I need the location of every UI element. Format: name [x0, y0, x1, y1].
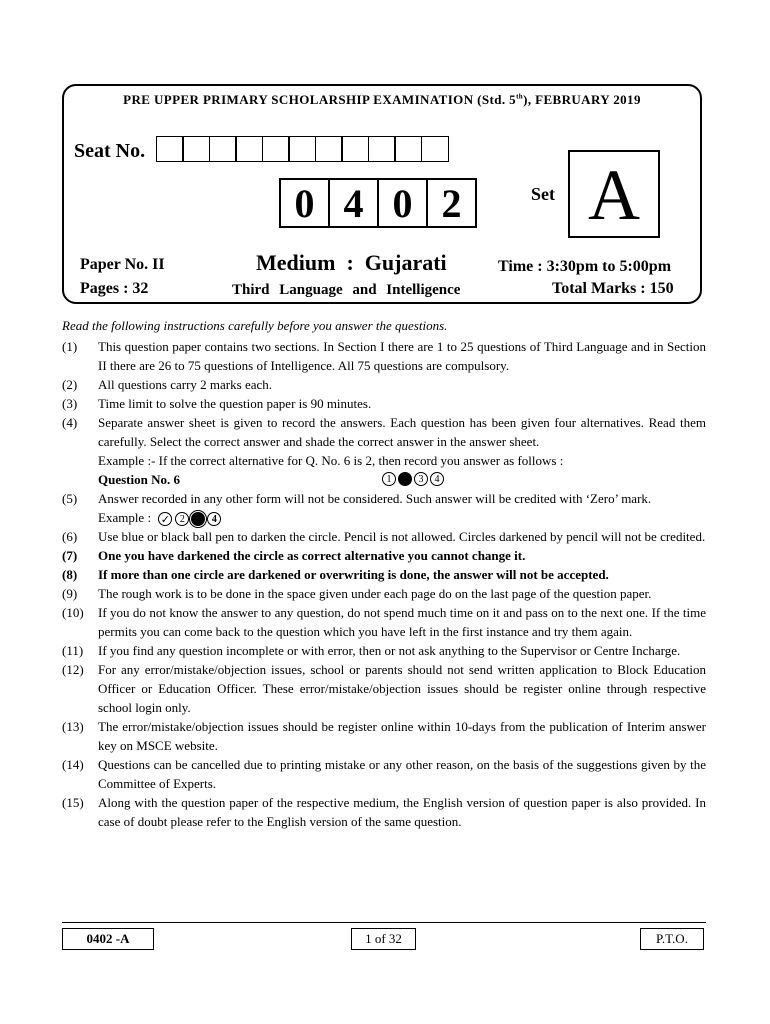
subject: Third Language and Intelligence	[232, 282, 461, 298]
instruction-item: (5) Answer recorded in any other form will not be considered. Such answer will be credited with ‘Zero’ mark. Example : ✓ 2 4	[62, 489, 706, 527]
instruction-item: (10) If you do not know the answer to any question, do not spend much time on it and pass on to the next one. If the time permits you can come back to the question which you have left in the first instance and try them again.	[62, 605, 706, 639]
instruction-item: (1) This question paper contains two sections. In Section I there are 1 to 25 questions of Third Language and in Section II there are 26 to 75 questions of Intelligence. All 75 questions are compulsory.	[62, 339, 706, 373]
seat-label: Seat No.	[74, 140, 146, 162]
wrong-answer-circles	[158, 512, 221, 526]
instruction-item: (9) The rough work is to be done in the space given under each page do on the last page of the question paper.	[62, 586, 652, 601]
instruction-item: (8) If more than one circle are darkened or overwriting is done, the answer will not be accepted.	[62, 567, 609, 582]
seat-box[interactable]	[394, 136, 422, 162]
set-label: Set	[531, 184, 555, 204]
seat-number-boxes[interactable]	[157, 136, 449, 162]
paper-code	[281, 178, 477, 228]
seat-box[interactable]	[315, 136, 343, 162]
example-line: Example :- If the correct alternative for Q. No. 6 is 2, then record you answer as follows :	[98, 453, 564, 468]
instruction-item: (7) One you have darkened the circle as correct alternative you cannot change it.	[62, 548, 526, 563]
seat-box[interactable]	[182, 136, 210, 162]
instruction-item: (6) Use blue or black ball pen to darken the circle. Pencil is not allowed. Circles darkened by pencil will not be credited.	[62, 529, 706, 544]
instruction-item: (11) If you find any question incomplete or with error, then or not ask anything to the Supervisor or Centre Incharge.	[62, 643, 681, 658]
instruction-item: (14) Questions can be cancelled due to printing mistake or any other reason, on the basis of the suggestions given by the Committee of Experts.	[62, 757, 706, 791]
answer-circle-filled	[398, 472, 412, 486]
footer-divider	[62, 922, 706, 923]
exam-title: PRE UPPER PRIMARY SCHOLARSHIP EXAMINATION (Std. 5th), FEBRUARY 2019	[123, 92, 641, 107]
set-value: A	[568, 150, 660, 238]
seat-box[interactable]	[421, 136, 449, 162]
time: Time : 3:30pm to 5:00pm	[498, 258, 672, 275]
instructions-intro: Read the following instructions carefully before you answer the questions.	[62, 318, 448, 333]
instruction-item: (4) Separate answer sheet is given to record the answers. Each question has been given four alternatives. Read them carefully. Select the correct answer and shade the correct answer in the answer sheet. Example :- If the correct alternative for Q. No. 6 is 2, then record you answer as follows : Question No. 6 1 3 4	[62, 415, 706, 487]
code-digit: 0	[279, 178, 330, 228]
seat-box[interactable]	[262, 136, 290, 162]
example-wrong-row: Example : ✓ 2 4	[98, 508, 706, 527]
instruction-item: (12) For any error/mistake/objection issues, school or parents should not send written application to Block Education Officer or Education Officer. These error/mistake/objection issues should be register online through respective school login only.	[62, 662, 706, 715]
answer-circle: 1	[382, 472, 396, 486]
tick-circle: ✓	[158, 512, 172, 526]
seat-box[interactable]	[235, 136, 263, 162]
answer-circle-filled	[192, 513, 204, 525]
instruction-item: (2) All questions carry 2 marks each.	[62, 377, 273, 392]
seat-box[interactable]	[368, 136, 396, 162]
answer-circle: 4	[207, 512, 221, 526]
page-count: Pages : 32	[80, 280, 149, 297]
seat-box[interactable]	[288, 136, 316, 162]
total-marks: Total Marks : 150	[552, 280, 674, 297]
footer-page-number: 1 of 32	[351, 928, 416, 950]
instruction-item: (13) The error/mistake/objection issues should be register online within 10-days from the publication of Interim answer key on MSCE website.	[62, 719, 706, 753]
answer-circle: 4	[430, 472, 444, 486]
answer-circle: 2	[175, 512, 189, 526]
seat-box[interactable]	[156, 136, 184, 162]
instructions-list	[62, 337, 706, 831]
paper-number: Paper No. II	[80, 256, 165, 273]
header-box	[62, 84, 702, 304]
answer-circle: 3	[414, 472, 428, 486]
code-digit: 4	[328, 178, 379, 228]
code-digit: 2	[426, 178, 477, 228]
footer-pto: P.T.O.	[640, 928, 704, 950]
example-answer-circles	[382, 472, 444, 486]
medium: Medium : Gujarati	[256, 250, 447, 275]
seat-box[interactable]	[209, 136, 237, 162]
instruction-item: (15) Along with the question paper of the respective medium, the English version of question paper is also provided. In case of doubt please refer to the English version of the same question.	[62, 795, 706, 829]
seat-box[interactable]	[341, 136, 369, 162]
example-question-label: Question No. 6	[98, 472, 180, 487]
example-question-row	[98, 470, 706, 489]
footer-paper-code: 0402 -A	[62, 928, 154, 950]
code-digit: 0	[377, 178, 428, 228]
instruction-item: (3) Time limit to solve the question paper is 90 minutes.	[62, 396, 372, 411]
